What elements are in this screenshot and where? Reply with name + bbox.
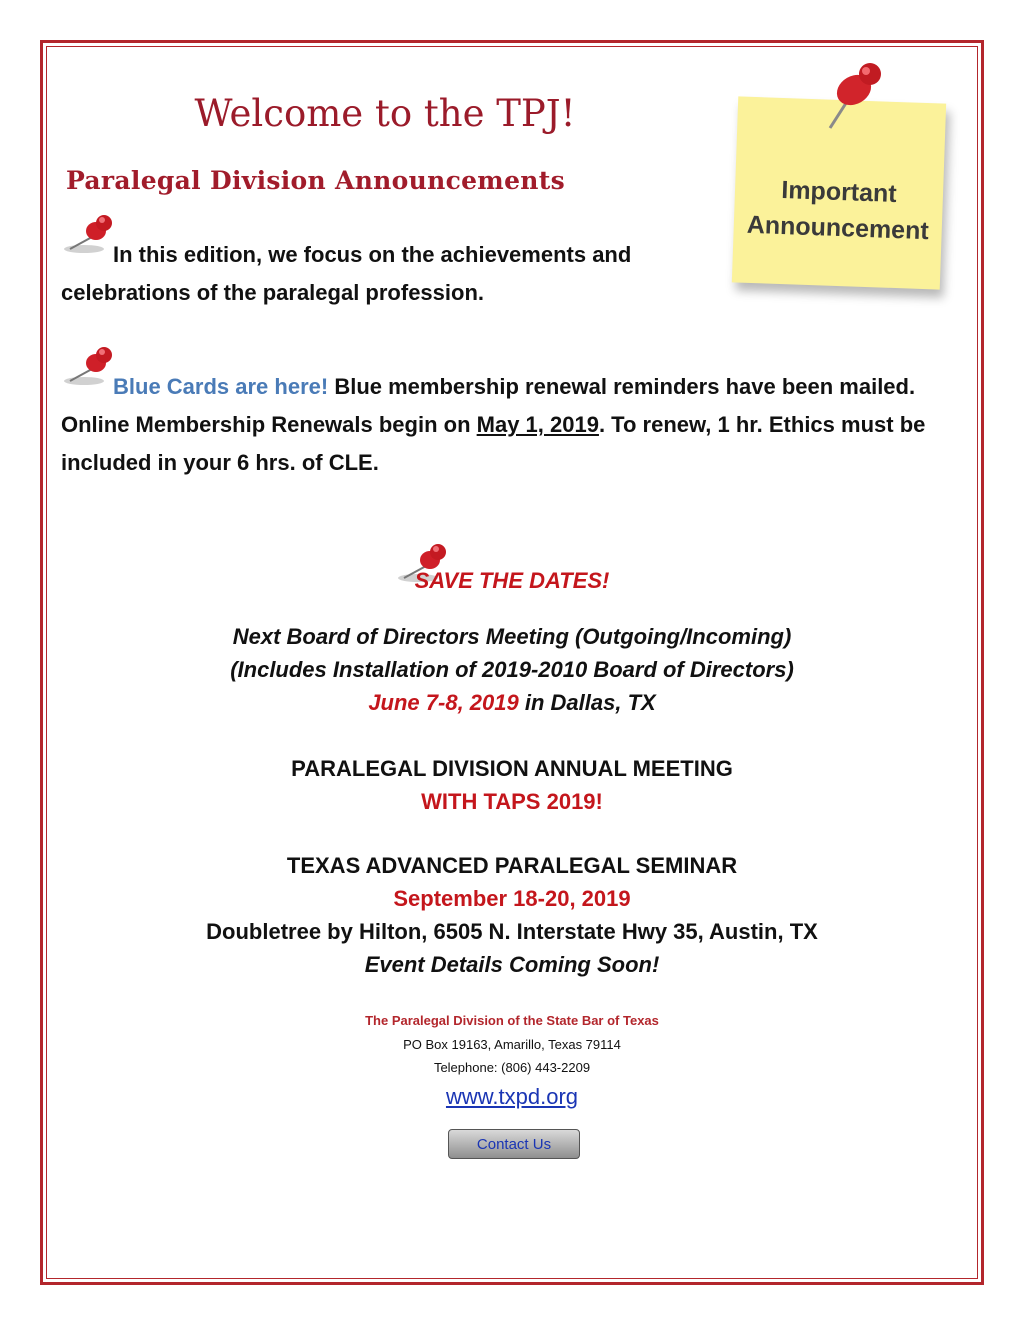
blue-cards-text-2: . To renew, 1 hr. Ethics must be included in your 6 hrs. of CLE.	[61, 412, 926, 475]
contact-us-button[interactable]: Contact Us	[448, 1129, 580, 1159]
board-meeting-date-line	[40, 686, 984, 719]
website-link[interactable]: www.txpd.org	[445, 1084, 579, 1109]
blue-cards-text-1: Blue membership renewal reminders have been mailed. Online Membership Renewals begin on	[61, 374, 916, 437]
edition-line-1: In this edition, we focus on the achievements and	[113, 242, 632, 267]
note-line-2: Announcement	[746, 210, 930, 246]
seminar-date: September 18-20, 2019	[393, 886, 631, 911]
board-meeting-location: in Dallas, TX	[518, 690, 656, 715]
save-the-dates-heading: SAVE THE DATES!	[414, 568, 610, 593]
footer-address: PO Box 19163, Amarillo, Texas 79114	[403, 1037, 621, 1052]
seminar-block	[40, 849, 984, 981]
seminar-note: Event Details Coming Soon!	[364, 952, 660, 977]
annual-meeting-subtitle: WITH TAPS 2019!	[421, 789, 603, 814]
footer-phone: Telephone: (806) 443-2209	[433, 1060, 591, 1075]
renewal-date: May 1, 2019	[476, 412, 599, 437]
note-line-1: Important	[780, 175, 898, 209]
blue-cards-heading: Blue Cards are here!	[113, 374, 329, 399]
board-meeting-line-1: Next Board of Directors Meeting (Outgoing/Incoming)	[232, 624, 792, 649]
seminar-venue: Doubletree by Hilton, 6505 N. Interstate Hwy 35, Austin, TX	[206, 919, 818, 944]
edition-line-2: celebrations of the paralegal profession.	[61, 280, 484, 305]
blue-cards-paragraph	[61, 368, 941, 482]
board-meeting-block	[40, 620, 984, 719]
annual-meeting-block	[40, 752, 984, 818]
edition-paragraph	[61, 236, 941, 312]
board-meeting-line-2: (Includes Installation of 2019-2010 Board of Directors)	[230, 657, 794, 682]
page-title: Welcome to the TPJ!	[194, 92, 576, 135]
seminar-title: TEXAS ADVANCED PARALEGAL SEMINAR	[286, 853, 738, 878]
page-subtitle: Paralegal Division Announcements	[66, 166, 565, 195]
footer-org: The Paralegal Division of the State Bar of Texas	[365, 1013, 659, 1028]
annual-meeting-title: PARALEGAL DIVISION ANNUAL MEETING	[291, 756, 733, 781]
board-meeting-date: June 7-8, 2019	[368, 690, 519, 715]
pushpin-icon	[808, 60, 888, 140]
